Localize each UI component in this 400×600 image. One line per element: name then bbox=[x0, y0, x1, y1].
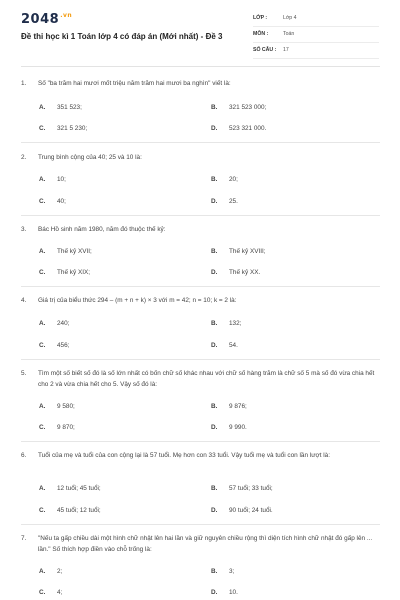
option-d[interactable]: D. 90 tuổi; 24 tuổi. bbox=[211, 507, 273, 514]
question-number: 1. bbox=[21, 80, 27, 87]
question-text: Bác Hồ sinh năm 1980, năm đó thuộc thế kỷ: bbox=[38, 226, 166, 233]
option-c[interactable]: C. 4; bbox=[39, 589, 63, 596]
option-b[interactable]: B. 9 876; bbox=[211, 403, 247, 410]
option-a[interactable]: A. 9 580; bbox=[39, 403, 75, 410]
option-a[interactable]: A. 2; bbox=[39, 568, 63, 575]
info-label: SỐ CÂU : bbox=[253, 47, 277, 53]
option-a[interactable]: A. 240; bbox=[39, 320, 70, 327]
info-row-subject bbox=[253, 29, 379, 43]
option-a[interactable]: A. 12 tuổi; 45 tuổi; bbox=[39, 485, 101, 492]
info-label: MÔN : bbox=[253, 31, 269, 37]
question-separator bbox=[21, 142, 380, 143]
question-separator bbox=[21, 441, 380, 442]
option-d[interactable]: D. 9 990. bbox=[211, 424, 247, 431]
question-text: Giá trị của biểu thức 294 – (m + n + k) × 3 với m = 42; n = 10; k = 2 là: bbox=[38, 297, 237, 304]
exam-info-table bbox=[253, 13, 379, 61]
question-number: 6. bbox=[21, 452, 27, 459]
question-text: Số "ba trăm hai mươi mốt triệu năm trăm hai mươi ba nghìn" viết là: bbox=[38, 80, 231, 87]
option-d[interactable]: D. 25. bbox=[211, 198, 238, 205]
info-value: Lớp 4 bbox=[283, 15, 297, 21]
option-c[interactable]: C. 45 tuổi; 12 tuổi; bbox=[39, 507, 101, 514]
info-value: Toán bbox=[283, 31, 295, 37]
logo-text: 2048 bbox=[21, 12, 60, 27]
option-b[interactable]: B. 3; bbox=[211, 568, 235, 575]
option-b[interactable]: B. 321 523 000; bbox=[211, 104, 267, 111]
option-c[interactable]: C. Thế kỷ XIX; bbox=[39, 269, 91, 276]
info-label: LỚP : bbox=[253, 15, 268, 21]
option-c[interactable]: C. 9 870; bbox=[39, 424, 75, 431]
option-d[interactable]: D. Thế kỷ XX. bbox=[211, 269, 261, 276]
page-title: Đề thi học kì 1 Toán lớp 4 có đáp án (Mới nhất) - Đề 3 bbox=[21, 32, 223, 41]
question-number: 3. bbox=[21, 226, 27, 233]
logo-suffix: .vn bbox=[60, 12, 73, 19]
header-divider bbox=[21, 66, 380, 67]
question-text: Tìm một số biết số đó là số lớn nhất có bốn chữ số khác nhau với chữ số hàng trăm là chữ số 5 mà số đó vừa chia hết cho 2 và vừa chia hết cho 5. Vậy số đó là: bbox=[38, 370, 375, 388]
question-number: 4. bbox=[21, 297, 27, 304]
question-separator bbox=[21, 359, 380, 360]
question-number: 5. bbox=[21, 370, 27, 377]
option-c[interactable]: C. 321 5 230; bbox=[39, 125, 88, 132]
option-a[interactable]: A. Thế kỷ XVII; bbox=[39, 248, 92, 255]
option-a[interactable]: A. 351 523; bbox=[39, 104, 82, 111]
question-text: Trung bình cộng của 40; 25 và 10 là: bbox=[38, 154, 142, 161]
info-value: 17 bbox=[283, 47, 289, 53]
question-separator bbox=[21, 524, 380, 525]
page-header bbox=[0, 0, 400, 62]
option-b[interactable]: B. Thế kỷ XVIII; bbox=[211, 248, 266, 255]
option-d[interactable]: D. 10. bbox=[211, 589, 238, 596]
question-text: Tuổi của mẹ và tuổi của con cộng lại là 57 tuổi. Mẹ hơn con 33 tuổi. Vậy tuổi mẹ và tuổi con lần lượt là: bbox=[38, 452, 330, 459]
info-row-count bbox=[253, 45, 379, 59]
option-b[interactable]: B. 57 tuổi; 33 tuổi; bbox=[211, 485, 273, 492]
site-logo[interactable] bbox=[21, 12, 72, 27]
option-b[interactable]: B. 20; bbox=[211, 176, 238, 183]
option-b[interactable]: B. 132; bbox=[211, 320, 242, 327]
option-a[interactable]: A. 10; bbox=[39, 176, 66, 183]
question-number: 2. bbox=[21, 154, 27, 161]
info-row-class bbox=[253, 13, 379, 27]
option-c[interactable]: C. 456; bbox=[39, 342, 70, 349]
option-c[interactable]: C. 40; bbox=[39, 198, 66, 205]
option-d[interactable]: D. 523 321 000. bbox=[211, 125, 267, 132]
question-separator bbox=[21, 215, 380, 216]
question-number: 7. bbox=[21, 535, 27, 542]
question-separator bbox=[21, 286, 380, 287]
question-text: "Nếu ta gấp chiều dài một hình chữ nhật lên hai lần và giữ nguyên chiều rộng thì diện tích hình chữ nhật đó gấp lên ... lần." Số thích hợp điền vào chỗ trống là: bbox=[38, 535, 373, 553]
option-d[interactable]: D. 54. bbox=[211, 342, 238, 349]
